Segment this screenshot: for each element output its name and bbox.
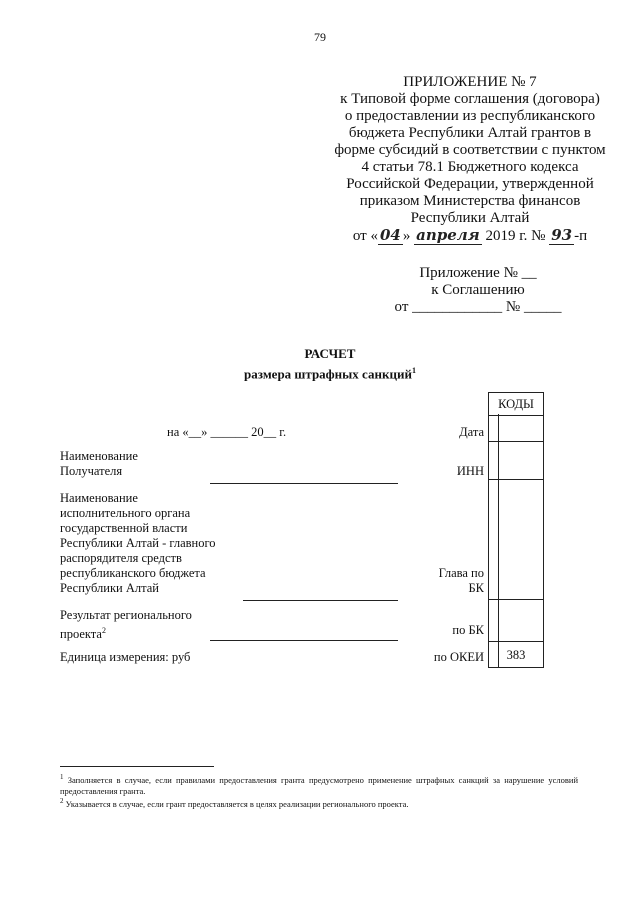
appendix-line: к Типовой форме соглашения (договора): [340, 91, 600, 107]
result-label-line-1: Результат регионального: [60, 608, 192, 622]
date-year: 2019 г. №: [485, 228, 546, 244]
code-label-bk: по БК: [452, 623, 484, 637]
recipient-label-line-1: Наименование: [60, 449, 138, 463]
document-title: [0, 345, 640, 382]
title-text: размера штрафных санкций: [244, 366, 412, 382]
authority-label-line: Республики Алтай - главного: [60, 536, 216, 550]
date-number-handwritten: 93: [551, 226, 573, 244]
appendix-line: форме субсидий в соответствии с пунктом: [334, 142, 606, 158]
codes-divider: [498, 414, 499, 668]
appendix-line: Республики Алтай: [410, 210, 530, 226]
page-number: 79: [314, 30, 326, 44]
appendix-heading: ПРИЛОЖЕНИЕ № 7: [403, 74, 537, 90]
appendix-line: о предоставлении из республиканского: [344, 108, 596, 124]
agreement-line-1: Приложение № __: [419, 265, 537, 281]
title-line-1: РАСЧЕТ: [304, 346, 356, 361]
appendix-line: Российской Федерации, утвержденной: [346, 176, 594, 192]
appendix-line: приказом Министерства финансов: [359, 193, 581, 209]
footnote-1: [60, 772, 578, 797]
code-label-inn: ИНН: [456, 464, 484, 478]
authority-label-line: распорядителя средств: [60, 551, 182, 565]
code-label-date: Дата: [459, 425, 484, 439]
authority-label-line: государственной власти: [60, 521, 188, 535]
date-month-handwritten: апреля: [416, 226, 480, 244]
appendix-line: бюджета Республики Алтай грантов в: [348, 125, 592, 141]
result-label-text: проекта: [60, 627, 102, 642]
agreement-line-2: к Соглашению: [431, 282, 525, 298]
authority-label-line: Республики Алтай: [60, 581, 159, 595]
result-fill-line[interactable]: [210, 640, 398, 641]
footnote-1-text: Заполняется в случае, если правилами предоставления гранта предусмотрено применение штрафных санкций за нарушение условий предоставления гранта.: [60, 774, 578, 796]
date-prefix: от «: [352, 228, 378, 244]
agreement-line-3: от ____________ № _____: [394, 299, 562, 315]
unit-label: Единица измерения: руб: [60, 650, 191, 664]
title-footnote-mark: 1: [411, 366, 416, 375]
codes-header: КОДЫ: [489, 393, 543, 416]
footnote-2-mark: 2: [60, 797, 64, 805]
date-day-handwritten: 04: [379, 226, 401, 244]
appendix-line: 4 статьи 78.1 Бюджетного кодекса: [361, 159, 579, 175]
footnote-separator: [60, 766, 214, 767]
footnote-1-mark: 1: [60, 773, 64, 781]
footnote-2-text: Указывается в случае, если грант предоставляется в целях реализации регионального проекта.: [63, 798, 409, 809]
footnote-2: [60, 796, 578, 810]
code-cell-okei: 383: [506, 648, 526, 662]
date-suffix: -п: [574, 228, 588, 244]
code-label-chapter-2: БК: [468, 581, 484, 595]
result-label-line-2: [60, 623, 106, 642]
code-label-okei: по ОКЕИ: [433, 650, 484, 664]
authority-label-line: исполнительного органа: [60, 506, 191, 520]
appendix-header: [318, 74, 622, 245]
recipient-fill-line[interactable]: [210, 483, 398, 484]
codes-table: [488, 392, 544, 668]
form-date-line: на «__» ______ 20__ г.: [167, 425, 287, 439]
authority-fill-line[interactable]: [243, 600, 398, 601]
recipient-label-line-2: Получателя: [60, 464, 123, 478]
code-label-chapter-1: Глава по: [438, 566, 484, 580]
authority-label-line: Наименование: [60, 491, 138, 505]
appendix-date-line: [318, 227, 622, 245]
date-quote-close: »: [402, 228, 411, 244]
agreement-reference: [380, 265, 576, 316]
title-line-2: [0, 362, 640, 382]
authority-label-line: республиканского бюджета: [60, 566, 206, 580]
result-footnote-mark: 2: [101, 626, 106, 635]
